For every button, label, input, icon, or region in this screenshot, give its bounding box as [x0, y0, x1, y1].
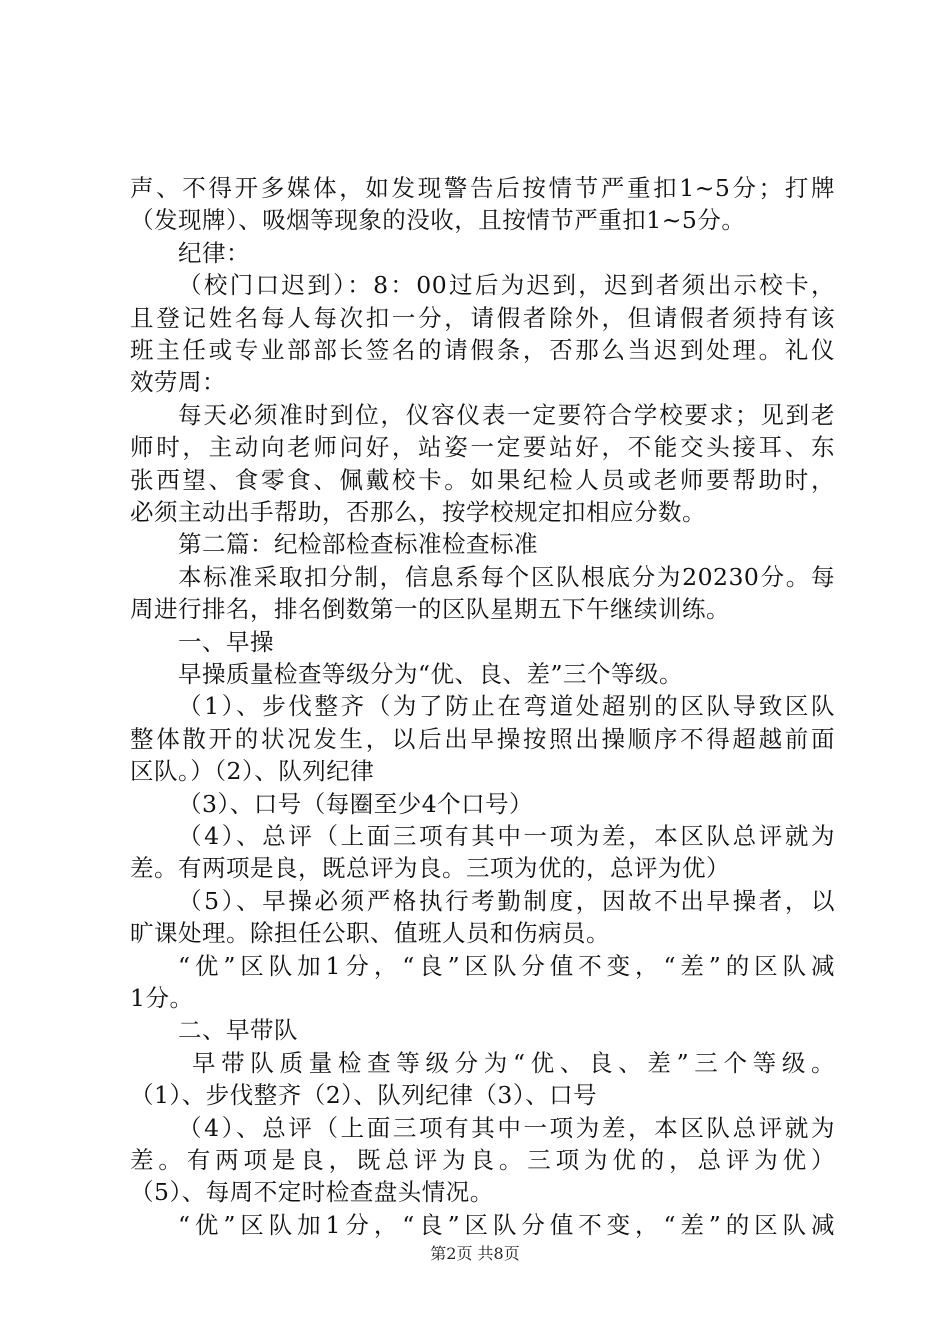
text-line: 早带队质量检查等级分为“优、良、差”三个等级。: [192, 1048, 835, 1077]
text-line: （1）、步伐整齐（2）、队列纪律（3）、口号: [130, 1081, 598, 1110]
text-line: 一、早操: [178, 627, 274, 656]
text-line: 旷课处理。除担任公职、值班人员和伤病员。: [130, 919, 610, 948]
text-line: 第二篇：纪检部检查标准检查标准: [178, 530, 538, 559]
text-line: 早操质量检查等级分为“优、良、差”三个等级。: [178, 660, 684, 688]
text-line: （1）、步伐整齐（为了防止在弯道处超别的区队导致区队: [178, 692, 835, 721]
text-line: 1分。: [130, 984, 194, 1012]
text-line: （5）、每周不定时检查盘头情况。: [130, 1178, 494, 1207]
page-footer: 第2页 共8页: [430, 1244, 520, 1263]
text-line: （发现牌）、吸烟等现象的没收，且按情节严重扣1~5分。: [130, 206, 746, 235]
text-line: （校门口迟到）：8：00过后为迟到，迟到者须出示校卡，: [178, 271, 835, 300]
text-line: 整体散开的状况发生，以后出早操按照出操顺序不得超越前面: [130, 724, 835, 753]
text-line: 本标准采取扣分制，信息系每个区队根底分为20230分。每: [178, 562, 835, 591]
text-line: 区队。）（2）、队列纪律: [130, 757, 375, 786]
text-line: 师时，主动向老师问好，站姿一定要站好，不能交头接耳、东: [130, 433, 835, 462]
text-line: （4）、总评（上面三项有其中一项为差，本区队总评就为: [178, 822, 835, 850]
text-line: 二、早带队: [178, 1016, 298, 1045]
text-line: 周进行排名，排名倒数第一的区队星期五下午继续训练。: [130, 595, 730, 624]
text-line: 必须主动出手帮助，否那么，按学校规定扣相应分数。: [130, 498, 706, 526]
text-line: 差。有两项是良，既总评为良。三项为优的，总评为优）: [130, 1146, 835, 1174]
text-line: 班主任或专业部部长签名的请假条，否那么当迟到处理。礼仪: [130, 336, 835, 364]
text-line: （3）、口号（每圈至少4个口号）: [178, 789, 534, 818]
text-line: 纪律：: [178, 238, 250, 267]
text-line: 差。有两项是良，既总评为良。三项为优的，总评为优）: [130, 854, 730, 883]
text-line: （5）、早操必须严格执行考勤制度，因故不出早操者，以: [178, 886, 835, 915]
text-line: 且登记姓名每人每次扣一分，请假者除外，但请假者须持有该: [130, 303, 835, 332]
text-line: 声、不得开多媒体，如发现警告后按情节严重扣1~5分；打牌: [130, 174, 835, 202]
text-line: “优”区队加1分，“良”区队分值不变，“差”的区队减: [178, 951, 835, 980]
text-line: （4）、总评（上面三项有其中一项为差，本区队总评就为: [178, 1113, 835, 1142]
text-line: 每天必须准时到位，仪容仪表一定要符合学校要求；见到老: [178, 400, 835, 429]
text-line: 效劳周：: [130, 368, 226, 397]
text-line: “优”区队加1分，“良”区队分值不变，“差”的区队减: [178, 1210, 835, 1239]
text-line: 张西望、食零食、佩戴校卡。如果纪检人员或老师要帮助时，: [130, 465, 835, 494]
